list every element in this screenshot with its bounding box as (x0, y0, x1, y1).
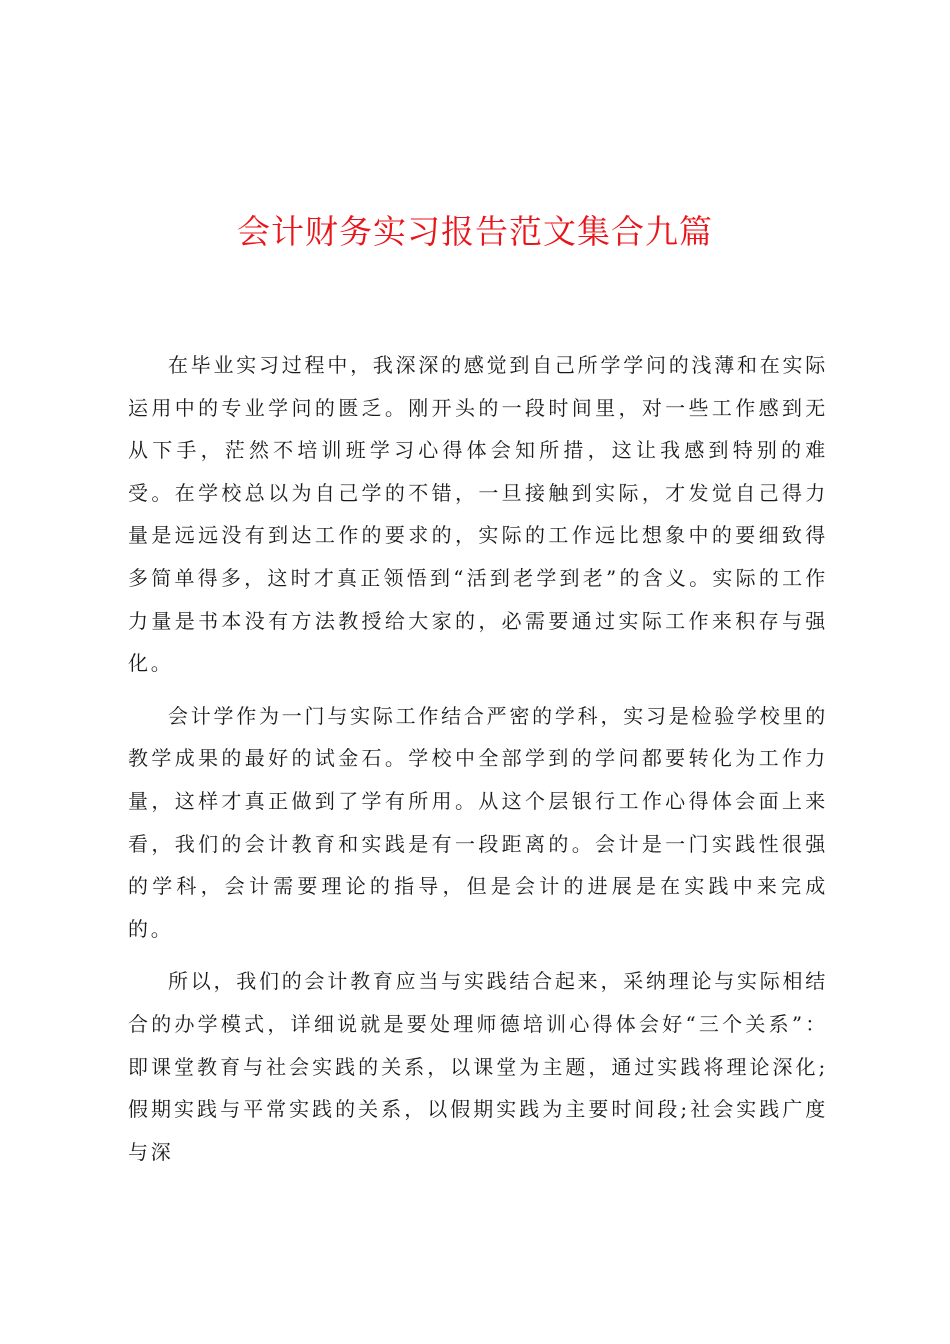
paragraph-2: 会计学作为一门与实际工作结合严密的学科，实习是检验学校里的教学成果的最好的试金石。学校中全部学到的学问都要转化为工作力量，这样才真正做到了学有所用。从这个层银行工作心得体会面上来看，我们的会计教育和实践是有一段距离的。会计是一门实践性很强的学科，会计需要理论的指导，但是会计的进展是在实践中来完成的。 (128, 703, 828, 941)
document-body (128, 344, 828, 1183)
document-title: 会计财务实习报告范文集合九篇 (237, 212, 713, 251)
paragraph-3: 所以，我们的会计教育应当与实践结合起来，采纳理论与实际相结合的办学模式，详细说就是要处理师德培训心得体会好“三个关系”：即课堂教育与社会实践的关系，以课堂为主题，通过实践将理论深化;假期实践与平常实践的关系，以假期实践为主要时间段;社会实践广度与深 (128, 969, 828, 1164)
paragraph-1: 在毕业实习过程中，我深深的感觉到自己所学学问的浅薄和在实际运用中的专业学问的匮乏。刚开头的一段时间里，对一些工作感到无从下手，茫然不培训班学习心得体会知所措，这让我感到特别的难受。在学校总以为自己学的不错，一旦接触到实际，才发觉自己得力量是远远没有到达工作的要求的，实际的工作远比想象中的要细致得多简单得多，这时才真正领悟到“活到老学到老”的含义。实际的工作力量是书本没有方法教授给大家的，必需要通过实际工作来积存与强化。 (128, 353, 828, 676)
